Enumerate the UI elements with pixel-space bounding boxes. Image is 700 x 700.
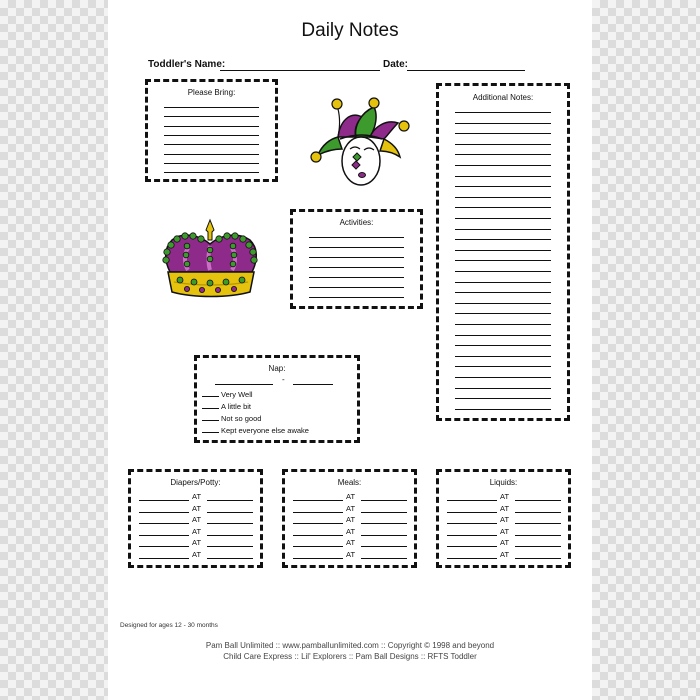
at-label: AT — [346, 538, 356, 547]
at-entry-row — [293, 550, 408, 560]
blank-line — [515, 500, 561, 501]
at-entry-row — [447, 538, 562, 548]
writing-line — [455, 282, 551, 283]
blank-line — [447, 523, 497, 524]
writing-line — [164, 107, 259, 108]
blank-line — [361, 535, 407, 536]
writing-line — [455, 133, 551, 134]
blank-line — [139, 500, 189, 501]
page-title: Daily Notes — [301, 20, 399, 41]
writing-line — [455, 356, 551, 357]
nap-dash: - — [282, 375, 285, 384]
nap-option-kept-everyone-awake — [202, 425, 309, 435]
writing-line — [455, 335, 551, 336]
at-label: AT — [346, 515, 356, 524]
writing-line — [455, 377, 551, 378]
toddler-name-blank — [220, 60, 380, 71]
blank-line — [207, 512, 253, 513]
blank-line — [139, 546, 189, 547]
writing-line — [455, 144, 551, 145]
writing-line — [455, 271, 551, 272]
additional-notes-title: Additional Notes: — [472, 93, 534, 102]
writing-line — [455, 292, 551, 293]
activities-title: Activities: — [339, 218, 374, 227]
crown-icon — [158, 218, 264, 305]
blank-line — [293, 500, 343, 501]
writing-line — [455, 345, 551, 346]
blank-line — [293, 546, 343, 547]
writing-line — [309, 247, 404, 248]
at-entry-row — [139, 515, 254, 525]
blank-line — [515, 558, 561, 559]
date-blank — [407, 60, 525, 71]
please-bring-title: Please Bring: — [187, 88, 236, 97]
at-entry-row — [139, 527, 254, 537]
blank-line — [361, 523, 407, 524]
at-label: AT — [192, 526, 202, 536]
please-bring-box — [145, 79, 278, 182]
writing-line — [455, 112, 551, 113]
writing-line — [309, 277, 404, 278]
nap-option-label: A little bit — [221, 402, 252, 411]
blank-line — [207, 523, 253, 524]
checkbox-blank — [202, 389, 219, 397]
at-label: AT — [500, 549, 510, 559]
at-label: AT — [500, 538, 510, 547]
writing-line — [455, 123, 551, 124]
blank-line — [207, 500, 253, 501]
at-entry-row — [293, 538, 408, 548]
at-entry-row — [293, 515, 408, 525]
toddler-name-label: Toddler's Name: — [148, 59, 226, 70]
writing-line — [164, 144, 259, 145]
at-label: AT — [500, 526, 510, 536]
at-entry-row — [139, 504, 254, 514]
at-entry-row — [139, 550, 254, 560]
at-label: AT — [346, 549, 356, 559]
diapers-potty-box — [128, 469, 263, 568]
nap-option-not-so-good — [202, 413, 261, 423]
blank-line — [207, 535, 253, 536]
additional-notes-box — [436, 83, 570, 421]
writing-line — [455, 218, 551, 219]
blank-line — [139, 535, 189, 536]
writing-line — [455, 165, 551, 166]
diapers-potty-title: Diapers/Potty: — [170, 478, 221, 487]
footer-brands: Child Care Express :: Lil' Explorers :: Pam Ball Designs :: RFTS Toddler — [223, 652, 477, 661]
blank-line — [207, 558, 253, 559]
at-entry-row — [447, 527, 562, 537]
blank-line — [447, 546, 497, 547]
activities-box — [290, 209, 423, 309]
at-label: AT — [500, 503, 510, 513]
writing-line — [309, 287, 404, 288]
blank-line — [515, 535, 561, 536]
blank-line — [139, 512, 189, 513]
at-entry-row — [447, 550, 562, 560]
at-label: AT — [346, 503, 356, 513]
writing-line — [455, 388, 551, 389]
writing-line — [455, 207, 551, 208]
liquids-title: Liquids: — [489, 478, 518, 487]
at-label: AT — [192, 538, 202, 547]
at-entry-row — [293, 492, 408, 502]
at-entry-row — [447, 504, 562, 514]
nap-end-blank — [293, 384, 333, 385]
blank-line — [447, 512, 497, 513]
at-entry-row — [447, 515, 562, 525]
writing-line — [455, 260, 551, 261]
blank-line — [447, 500, 497, 501]
writing-line — [164, 135, 259, 136]
date-label: Date: — [383, 59, 409, 70]
blank-line — [207, 546, 253, 547]
checkbox-blank — [202, 413, 219, 421]
writing-line — [455, 197, 551, 198]
at-entry-row — [139, 538, 254, 548]
nap-box — [194, 355, 360, 443]
blank-line — [293, 535, 343, 536]
nap-option-label: Not so good — [221, 414, 262, 423]
blank-line — [139, 523, 189, 524]
blank-line — [447, 558, 497, 559]
meals-box — [282, 469, 417, 568]
writing-line — [164, 163, 259, 164]
jester-mask-icon — [308, 93, 412, 190]
at-label: AT — [346, 492, 356, 501]
writing-line — [455, 303, 551, 304]
writing-line — [455, 250, 551, 251]
nap-title: Nap: — [268, 364, 286, 373]
nap-option-a-little-bit — [202, 401, 251, 411]
nap-option-label: Kept everyone else awake — [221, 426, 309, 435]
writing-line — [455, 176, 551, 177]
at-label: AT — [192, 515, 202, 524]
blank-line — [515, 523, 561, 524]
liquids-box — [436, 469, 571, 568]
at-label: AT — [192, 492, 202, 501]
writing-line — [455, 324, 551, 325]
at-label: AT — [500, 515, 510, 524]
writing-line — [164, 126, 259, 127]
writing-line — [164, 172, 259, 173]
nap-option-label: Very Well — [221, 390, 253, 399]
blank-line — [515, 512, 561, 513]
daily-notes-sheet — [108, 0, 592, 700]
writing-line — [164, 116, 259, 117]
at-label: AT — [192, 503, 202, 513]
at-label: AT — [500, 492, 510, 501]
writing-line — [164, 154, 259, 155]
blank-line — [515, 546, 561, 547]
writing-line — [455, 154, 551, 155]
writing-line — [455, 186, 551, 187]
blank-line — [293, 558, 343, 559]
footer-copyright: Pam Ball Unlimited :: www.pamballunlimited.com :: Copyright © 1998 and beyond — [205, 641, 495, 650]
blank-line — [139, 558, 189, 559]
at-label: AT — [192, 549, 202, 559]
blank-line — [361, 546, 407, 547]
meals-title: Meals: — [337, 478, 362, 487]
writing-line — [455, 409, 551, 410]
blank-line — [293, 523, 343, 524]
writing-line — [309, 257, 404, 258]
at-label: AT — [346, 526, 356, 536]
blank-line — [361, 512, 407, 513]
nap-option-very-well — [202, 389, 253, 399]
writing-line — [455, 313, 551, 314]
at-entry-row — [293, 527, 408, 537]
blank-line — [361, 558, 407, 559]
blank-line — [447, 535, 497, 536]
nap-start-blank — [215, 384, 273, 385]
writing-line — [309, 297, 404, 298]
at-entry-row — [139, 492, 254, 502]
at-entry-row — [293, 504, 408, 514]
checkbox-blank — [202, 425, 219, 433]
blank-line — [293, 512, 343, 513]
writing-line — [455, 366, 551, 367]
writing-line — [455, 398, 551, 399]
blank-line — [361, 500, 407, 501]
writing-line — [455, 239, 551, 240]
writing-line — [309, 267, 404, 268]
writing-line — [309, 237, 404, 238]
at-entry-row — [447, 492, 562, 502]
writing-line — [455, 229, 551, 230]
age-note: Designed for ages 12 - 30 months — [120, 622, 218, 629]
checkbox-blank — [202, 401, 219, 409]
